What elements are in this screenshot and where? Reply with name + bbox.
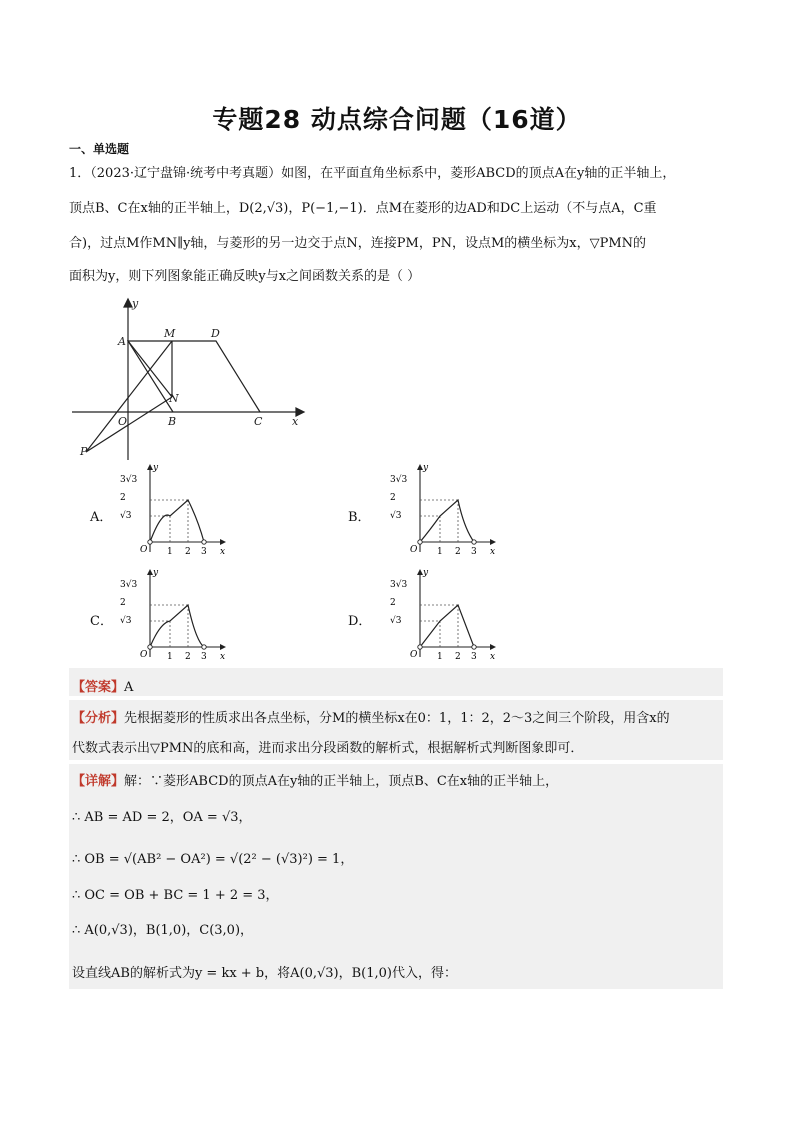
option-curve-2 [150, 605, 204, 647]
option-graph-0 [120, 460, 230, 560]
option-x-tick: 3 [471, 547, 477, 557]
option-x-tick: 3 [201, 547, 207, 557]
detail-line-1: 解：∵菱形ABCD的顶点A在y轴的正半轴上，顶点B、C在x轴的正半轴上， [124, 774, 559, 789]
option-y-tick: 3√3 [390, 580, 408, 590]
option-origin: O [410, 545, 418, 555]
analysis-line-2: 代数式表示出▽PMN的底和高，进而求出分段函数的解析式，根据解析式判断图象即可． [72, 741, 584, 756]
figure-label-p: P [80, 445, 88, 458]
option-origin: O [410, 650, 418, 660]
option-x-tick: 1 [167, 652, 173, 662]
detail-tag: 【详解】 [72, 774, 125, 789]
option-y-tick: √3 [390, 511, 402, 521]
option-graph-1 [390, 460, 500, 560]
option-x-tick: 1 [437, 547, 443, 557]
detail-band [69, 764, 723, 989]
page-title: 专题28 动点综合问题（16道） [212, 105, 582, 134]
segment-pn [86, 397, 172, 452]
option-y-tick: 2 [120, 493, 126, 503]
option-axis-x: x [490, 547, 496, 557]
option-axis-y: y [423, 568, 429, 578]
figure-label-b: B [168, 415, 177, 428]
option-graph-2 [120, 565, 230, 665]
figure-label-y: y [132, 297, 139, 310]
detail-line-3: ∴ OB = √(AB² − OA²) = √(2² − (√3)²) = 1， [72, 852, 354, 867]
figure-label-a: A [118, 335, 126, 348]
question-line-2: 顶点B、C在x轴的正半轴上，D(2,√3)，P(−1,−1)．点M在菱形的边AD和DC上运动（不与点A，C重 [69, 201, 657, 216]
question-line-3: 合)，过点M作MN∥y轴，与菱形的另一边交于点N，连接PM，PN，设点M的横坐标为x，▽PMN的 [69, 236, 647, 251]
option-axis-y: y [153, 463, 159, 473]
detail-line-6: 设直线AB的解析式为y = kx + b，将A(0,√3)，B(1,0)代入，得： [72, 966, 457, 981]
option-curve-3 [420, 605, 474, 647]
question-line-1: 1．（2023·辽宁盘锦·统考中考真题）如图，在平面直角坐标系中，菱形ABCD的顶点A在y轴的正半轴上， [69, 166, 676, 181]
option-y-tick: √3 [120, 511, 132, 521]
option-y-tick: 3√3 [120, 475, 138, 485]
option-label-3: D． [348, 614, 372, 629]
option-y-tick: 3√3 [390, 475, 408, 485]
option-axis-y: y [153, 568, 159, 578]
option-axis-x: x [220, 652, 226, 662]
detail-line-2: ∴ AB = AD = 2，OA = √3， [72, 810, 252, 825]
option-x-tick: 2 [185, 547, 191, 557]
figure-label-m: M [164, 327, 176, 340]
option-origin: O [140, 650, 148, 660]
option-y-tick: √3 [390, 616, 402, 626]
option-label-1: B． [348, 510, 371, 525]
detail-line-5: ∴ A(0,√3)，B(1,0)，C(3,0)， [72, 923, 254, 938]
option-axis-y: y [423, 463, 429, 473]
option-y-tick: 3√3 [120, 580, 138, 590]
option-curve-0 [150, 500, 204, 542]
option-curve-1 [420, 500, 474, 542]
analysis-line-1: 先根据菱形的性质求出各点坐标，分M的横坐标x在0：1，1：2，2～3之间三个阶段，用含x的 [124, 711, 670, 726]
option-x-tick: 2 [185, 652, 191, 662]
segment-pm [86, 341, 172, 452]
option-y-tick: √3 [120, 616, 132, 626]
option-x-tick: 1 [437, 652, 443, 662]
option-y-tick: 2 [390, 493, 396, 503]
option-x-tick: 3 [201, 652, 207, 662]
answer-tag: 【答案】 [72, 680, 125, 695]
rhombus-abcd [128, 341, 260, 412]
option-graph-3 [390, 565, 500, 665]
option-y-tick: 2 [390, 598, 396, 608]
answer-band [69, 668, 723, 696]
analysis-tag: 【分析】 [72, 711, 125, 726]
rhombus-figure [66, 295, 306, 460]
figure-label-d: D [211, 327, 220, 340]
answer-row [72, 676, 133, 695]
option-axis-x: x [490, 652, 496, 662]
answer-value: A [124, 680, 134, 695]
option-x-tick: 2 [455, 652, 461, 662]
question-line-4: 面积为y，则下列图象能正确反映y与x之间函数关系的是（ ） [69, 269, 421, 284]
option-axis-x: x [220, 547, 226, 557]
option-origin: O [140, 545, 148, 555]
option-y-tick: 2 [120, 598, 126, 608]
section-heading: 一、单选题 [69, 142, 130, 156]
detail-line-4: ∴ OC = OB + BC = 1 + 2 = 3， [72, 888, 279, 903]
analysis-row [72, 707, 670, 726]
figure-label-o: O [118, 415, 128, 428]
option-x-tick: 3 [471, 652, 477, 662]
option-x-tick: 2 [455, 547, 461, 557]
figure-label-n: N [169, 392, 179, 405]
detail-row [72, 770, 558, 789]
option-label-0: A． [90, 510, 113, 525]
option-label-2: C． [90, 614, 113, 629]
figure-label-x: x [292, 415, 299, 428]
option-x-tick: 1 [167, 547, 173, 557]
figure-label-c: C [254, 415, 263, 428]
